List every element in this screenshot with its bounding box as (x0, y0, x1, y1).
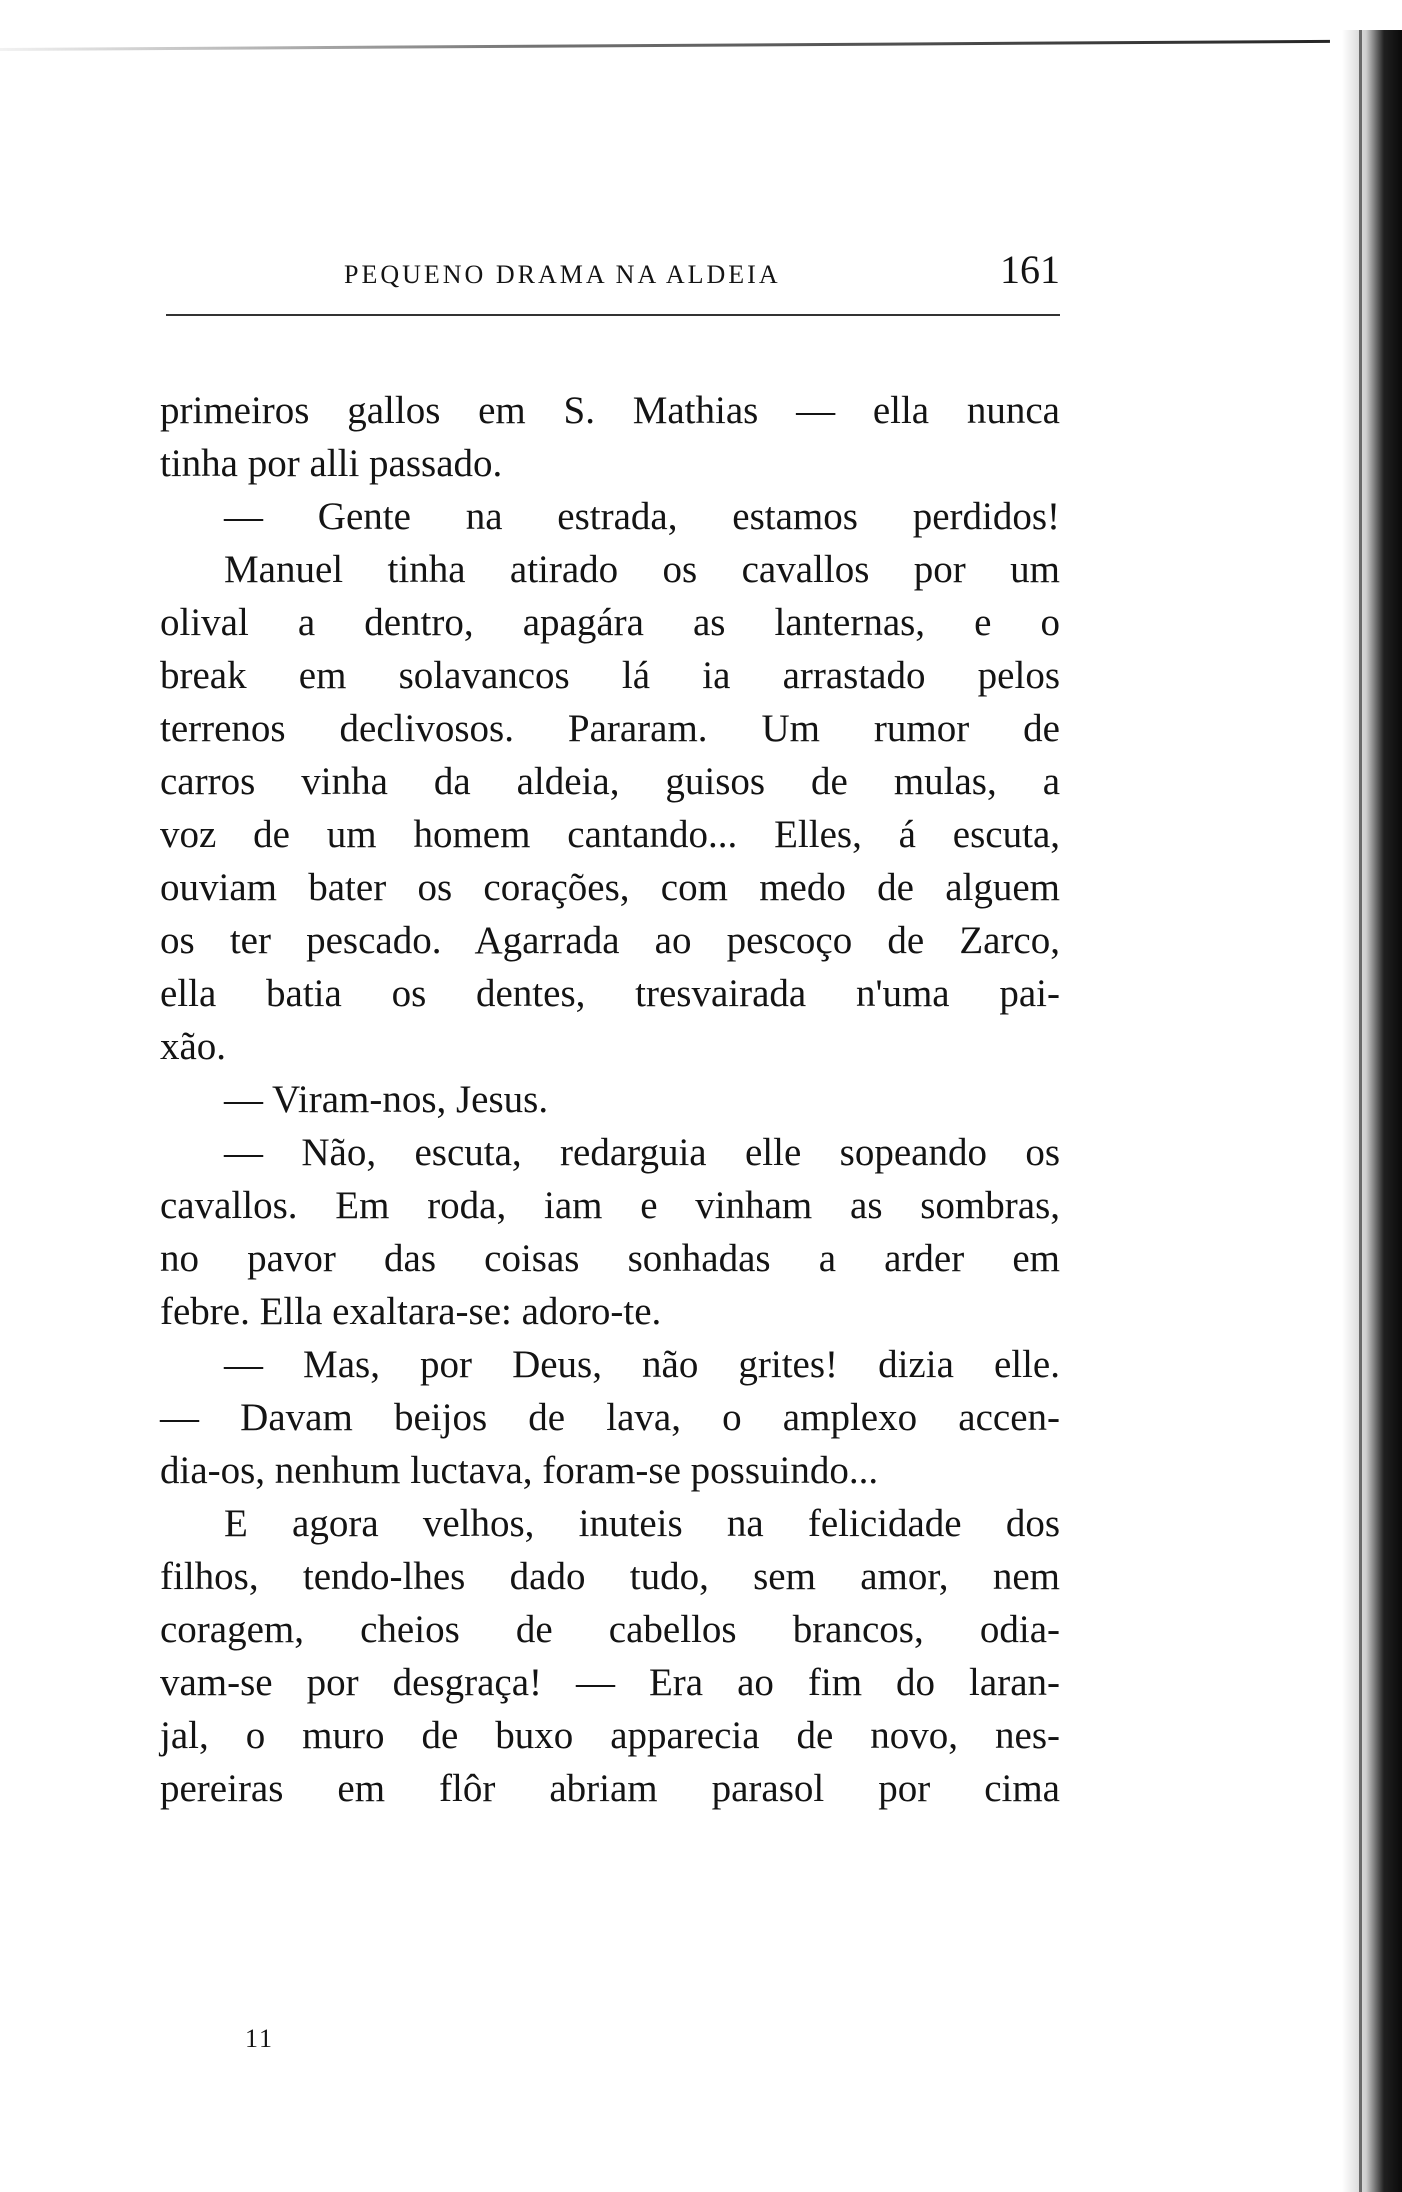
text-line: olival a dentro, apagára as lanternas, e o (160, 601, 1060, 644)
text-line: dia-os, nenhum luctava, foram-se possuindo... (160, 1449, 879, 1492)
text-line: break em solavancos lá ia arrastado pelos (160, 654, 1060, 697)
text-line: ella batia os dentes, tresvairada n'uma pai- (160, 972, 1060, 1015)
text-line: tinha por alli passado. (160, 442, 503, 485)
body-text (160, 384, 1060, 1815)
scan-top-edge (0, 40, 1330, 51)
text-line: coragem, cheios de cabellos brancos, odia- (160, 1608, 1060, 1651)
book-page (160, 247, 1060, 1815)
text-line: carros vinha da aldeia, guisos de mulas, a (160, 760, 1060, 803)
text-line: no pavor das coisas sonhadas a arder em (160, 1237, 1060, 1280)
text-line: vam-se por desgraça! — Era ao fim do laran- (160, 1661, 1060, 1704)
text-line: — Não, escuta, redarguia elle sopeando os (224, 1131, 1060, 1174)
text-line: jal, o muro de buxo apparecia de novo, nes- (160, 1714, 1060, 1757)
text-line: terrenos declivosos. Pararam. Um rumor de (160, 707, 1060, 750)
text-line: pereiras em flôr abriam parasol por cima (160, 1767, 1060, 1810)
text-line: — Viram-nos, Jesus. (224, 1078, 549, 1121)
text-line: — Gente na estrada, estamos perdidos! (224, 495, 1060, 538)
signature-mark: 11 (245, 2024, 275, 2053)
running-title: PEQUENO DRAMA NA ALDEIA (344, 260, 781, 289)
text-line: primeiros gallos em S. Mathias — ella nunca (160, 389, 1060, 432)
text-line: cavallos. Em roda, iam e vinham as sombras, (160, 1184, 1060, 1227)
text-line: — Davam beijos de lava, o amplexo accen- (160, 1396, 1060, 1439)
text-line: ouviam bater os corações, com medo de alguem (160, 866, 1060, 909)
text-line: os ter pescado. Agarrada ao pescoço de Zarco, (160, 919, 1060, 962)
text-line: febre. Ella exaltara-se: adoro-te. (160, 1290, 662, 1333)
text-line: filhos, tendo-lhes dado tudo, sem amor, nem (160, 1555, 1060, 1598)
text-line: — Mas, por Deus, não grites! dizia elle. (224, 1343, 1060, 1386)
text-line: voz de um homem cantando... Elles, á escuta, (160, 813, 1060, 856)
text-line: xão. (160, 1025, 227, 1068)
page-number: 161 (1000, 247, 1060, 292)
book-spine-shadow (1342, 30, 1402, 2192)
book-spine-edge (1359, 30, 1362, 2192)
text-line: E agora velhos, inuteis na felicidade dos (224, 1502, 1060, 1545)
header-rule (166, 314, 1060, 316)
page-header (160, 247, 1060, 302)
text-line: Manuel tinha atirado os cavallos por um (224, 548, 1060, 591)
